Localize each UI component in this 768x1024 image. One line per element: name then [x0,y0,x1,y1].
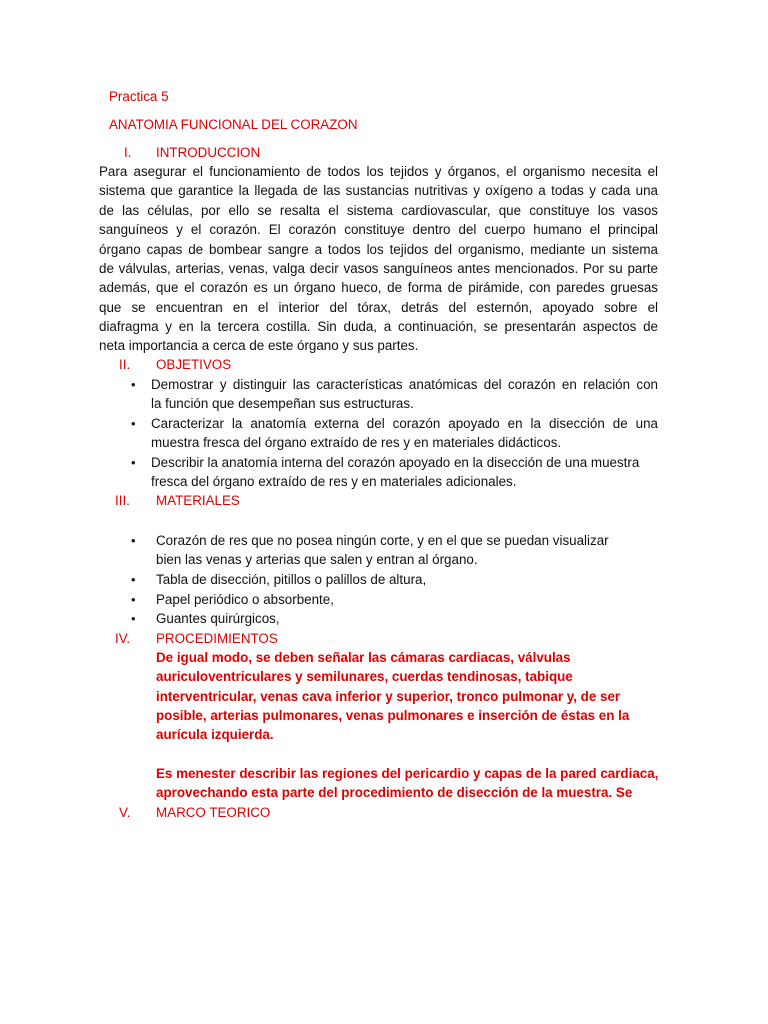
paragraph-line: de válvulas, arterias, venas, valga decir vasos sanguíneos antes mencionados. Por su parte [99,261,658,276]
list-item: Describir la anatomía interna del corazón apoyado en la disección de una muestra [151,455,640,470]
paragraph-line: además, que el corazón es un órgano hueco, de forma de pirámide, con paredes gruesas [99,280,658,295]
paragraph-line: neta importancia a cerca de este órgano y sus partes. [99,338,419,353]
paragraph-line: interventricular, venas cava inferior y superior, tronco pulmonar y, de ser [156,689,621,704]
section-heading-introduccion: INTRODUCCION [156,145,261,160]
bullet-icon: • [131,533,136,548]
section-number: III. [115,493,130,508]
bullet-icon: • [131,377,136,392]
section-heading-objetivos: OBJETIVOS [156,357,232,372]
section-number: V. [119,805,131,820]
list-item-continuation: fresca del órgano extraído de res y en materiales adicionales. [151,474,517,489]
list-item: Caracterizar la anatomía externa del corazón apoyado en la disección de una [151,416,658,431]
list-item: Guantes quirúrgicos, [156,611,280,626]
paragraph-line: Es menester describir las regiones del pericardio y capas de la pared cardiaca, [156,766,659,781]
bullet-icon: • [131,455,136,470]
list-item-continuation: bien las venas y arterias que salen y entran al órgano. [156,552,478,567]
section-heading-materiales: MATERIALES [156,493,240,508]
paragraph-line: diafragma y en la tercera costilla. Sin duda, a continuación, se presentarán aspectos de [99,319,658,334]
doc-title: Practica 5 [109,89,169,104]
list-item: Papel periódico o absorbente, [156,592,334,607]
paragraph-line: aurícula izquierda. [156,727,274,742]
paragraph-line: De igual modo, se deben señalar las cámaras cardiacas, válvulas [156,650,571,665]
bullet-icon: • [131,592,136,607]
section-number: II. [119,357,131,372]
paragraph-line: sistema que garantice la llegada de las sustancias nutritivas y oxígeno a todas y cada una [99,183,658,198]
bullet-icon: • [131,611,136,626]
bullet-icon: • [131,572,136,587]
doc-subtitle: ANATOMIA FUNCIONAL DEL CORAZON [109,117,358,132]
paragraph-line: que se encuentran en el interior del tórax, detrás del esternón, apoyado sobre el [99,300,658,315]
bullet-icon: • [131,416,136,431]
paragraph-line: aprovechando esta parte del procedimiento de disección de la muestra. Se [156,785,633,800]
list-item: Tabla de disección, pitillos o palillos de altura, [156,572,427,587]
paragraph-line: de las células, por ello se resalta el sistema cardiovascular, que constituye los vasos [99,203,658,218]
list-item: Corazón de res que no posea ningún corte, y en el que se puedan visualizar [156,533,609,548]
list-item: Demostrar y distinguir las características anatómicas del corazón en relación con [151,377,658,392]
paragraph-line: Para asegurar el funcionamiento de todos los tejidos y órganos, el organismo necesita el [99,164,658,179]
section-number: IV. [115,631,131,646]
section-number: I. [124,145,132,160]
paragraph-line: posible, arterias pulmonares, venas pulmonares e inserción de éstas en la [156,708,630,723]
paragraph-line: auriculoventriculares y semilunares, cuerdas tendinosas, tabique [156,669,573,684]
list-item-continuation: muestra fresca del órgano extraído de res y en materiales didácticos. [151,435,562,450]
section-heading-marco-teorico: MARCO TEORICO [156,805,271,820]
paragraph-line: órgano capas de bombear sangre a todos los tejidos del organismo, mediante un sistema [99,242,658,257]
list-item-continuation: la función que desempeñan sus estructuras. [151,396,414,411]
section-heading-procedimientos: PROCEDIMIENTOS [156,631,278,646]
paragraph-line: sanguíneos y el corazón. El corazón constituye dentro del cuerpo humano el principal [99,222,658,237]
